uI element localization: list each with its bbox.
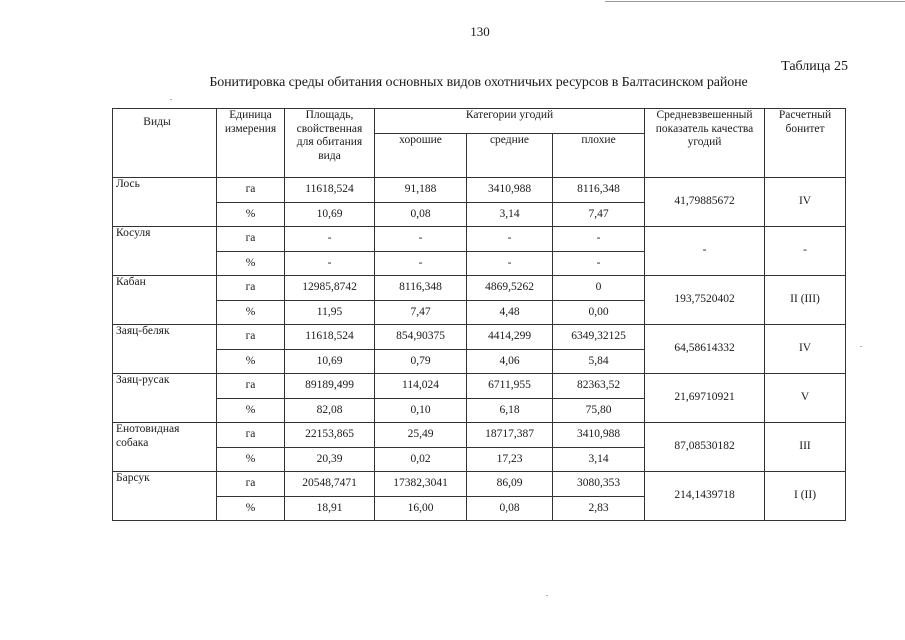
- medium-cell: 3,14: [467, 203, 553, 227]
- area-cell: 82,08: [285, 399, 375, 423]
- header-species: Виды: [113, 109, 217, 178]
- header-area: Площадь, свойственная для обитания вида: [285, 109, 375, 178]
- header-unit: Единица измерения: [217, 109, 285, 178]
- table-body: [113, 178, 846, 521]
- good-cell: 16,00: [375, 497, 467, 521]
- table-row: [113, 374, 846, 399]
- quality-index-cell: 21,69710921: [645, 374, 765, 423]
- scan-speck: [546, 595, 548, 596]
- poor-cell: 3410,988: [553, 423, 645, 448]
- table-row: [113, 423, 846, 448]
- unit-cell: %: [217, 350, 285, 374]
- bonitet-cell: -: [765, 227, 846, 276]
- area-cell: 22153,865: [285, 423, 375, 448]
- good-cell: 0,10: [375, 399, 467, 423]
- header-categories: Категории угодий: [375, 109, 645, 134]
- header-good: хорошие: [375, 134, 467, 178]
- area-cell: 20548,7471: [285, 472, 375, 497]
- bonitet-table: [112, 108, 846, 521]
- table-row: [113, 227, 846, 252]
- table-row: [113, 178, 846, 203]
- unit-cell: %: [217, 448, 285, 472]
- good-cell: -: [375, 252, 467, 276]
- area-cell: 10,69: [285, 350, 375, 374]
- medium-cell: 4,06: [467, 350, 553, 374]
- area-cell: 11618,524: [285, 178, 375, 203]
- good-cell: 854,90375: [375, 325, 467, 350]
- quality-index-cell: 64,58614332: [645, 325, 765, 374]
- bonitet-cell: III: [765, 423, 846, 472]
- quality-index-cell: 87,08530182: [645, 423, 765, 472]
- unit-cell: %: [217, 203, 285, 227]
- quality-index-cell: 193,7520402: [645, 276, 765, 325]
- table-row: [113, 472, 846, 497]
- bonitet-cell: II (III): [765, 276, 846, 325]
- good-cell: 8116,348: [375, 276, 467, 301]
- bonitet-cell: IV: [765, 325, 846, 374]
- poor-cell: 3,14: [553, 448, 645, 472]
- poor-cell: 0,00: [553, 301, 645, 325]
- medium-cell: 4869,5262: [467, 276, 553, 301]
- area-cell: 10,69: [285, 203, 375, 227]
- area-cell: -: [285, 252, 375, 276]
- area-cell: -: [285, 227, 375, 252]
- good-cell: -: [375, 227, 467, 252]
- good-cell: 25,49: [375, 423, 467, 448]
- area-cell: 89189,499: [285, 374, 375, 399]
- unit-cell: га: [217, 472, 285, 497]
- area-cell: 18,91: [285, 497, 375, 521]
- poor-cell: 82363,52: [553, 374, 645, 399]
- medium-cell: 4,48: [467, 301, 553, 325]
- species-name: Заяц-русак: [113, 374, 217, 423]
- medium-cell: 6,18: [467, 399, 553, 423]
- medium-cell: 4414,299: [467, 325, 553, 350]
- poor-cell: -: [553, 252, 645, 276]
- good-cell: 91,188: [375, 178, 467, 203]
- poor-cell: 75,80: [553, 399, 645, 423]
- table-row: [113, 276, 846, 301]
- scan-speck: [860, 346, 862, 347]
- good-cell: 17382,3041: [375, 472, 467, 497]
- quality-index-cell: 214,1439718: [645, 472, 765, 521]
- species-name: Барсук: [113, 472, 217, 521]
- medium-cell: -: [467, 252, 553, 276]
- header-bonitet: Расчетный бонитет: [765, 109, 846, 178]
- medium-cell: -: [467, 227, 553, 252]
- medium-cell: 6711,955: [467, 374, 553, 399]
- unit-cell: га: [217, 227, 285, 252]
- table-header: [113, 109, 846, 178]
- header-medium: средние: [467, 134, 553, 178]
- poor-cell: 7,47: [553, 203, 645, 227]
- medium-cell: 17,23: [467, 448, 553, 472]
- scan-edge-line: [605, 1, 905, 2]
- poor-cell: 6349,32125: [553, 325, 645, 350]
- good-cell: 114,024: [375, 374, 467, 399]
- area-cell: 11618,524: [285, 325, 375, 350]
- area-cell: 11,95: [285, 301, 375, 325]
- poor-cell: 0: [553, 276, 645, 301]
- species-name: Енотовидная собака: [113, 423, 217, 472]
- header-quality: Средневзвешенный показатель качества угодий: [645, 109, 765, 178]
- table-label: Таблица 25: [781, 59, 848, 74]
- poor-cell: 3080,353: [553, 472, 645, 497]
- area-cell: 20,39: [285, 448, 375, 472]
- header-poor: плохие: [553, 134, 645, 178]
- scan-speck: [170, 99, 172, 100]
- unit-cell: %: [217, 301, 285, 325]
- unit-cell: %: [217, 252, 285, 276]
- medium-cell: 86,09: [467, 472, 553, 497]
- species-name: Заяц-беляк: [113, 325, 217, 374]
- medium-cell: 18717,387: [467, 423, 553, 448]
- unit-cell: га: [217, 178, 285, 203]
- good-cell: 0,02: [375, 448, 467, 472]
- table-row: [113, 325, 846, 350]
- page-number: 130: [470, 24, 490, 39]
- table-title: Бонитировка среды обитания основных видов охотничьих ресурсов в Балтасинском районе: [209, 75, 748, 90]
- bonitet-cell: IV: [765, 178, 846, 227]
- unit-cell: га: [217, 423, 285, 448]
- bonitet-cell: V: [765, 374, 846, 423]
- medium-cell: 0,08: [467, 497, 553, 521]
- medium-cell: 3410,988: [467, 178, 553, 203]
- unit-cell: %: [217, 399, 285, 423]
- bonitet-cell: I (II): [765, 472, 846, 521]
- unit-cell: га: [217, 374, 285, 399]
- quality-index-cell: -: [645, 227, 765, 276]
- poor-cell: 8116,348: [553, 178, 645, 203]
- species-name: Косуля: [113, 227, 217, 276]
- unit-cell: га: [217, 276, 285, 301]
- good-cell: 0,79: [375, 350, 467, 374]
- species-name: Кабан: [113, 276, 217, 325]
- quality-index-cell: 41,79885672: [645, 178, 765, 227]
- species-name: Лось: [113, 178, 217, 227]
- good-cell: 0,08: [375, 203, 467, 227]
- good-cell: 7,47: [375, 301, 467, 325]
- unit-cell: га: [217, 325, 285, 350]
- unit-cell: %: [217, 497, 285, 521]
- area-cell: 12985,8742: [285, 276, 375, 301]
- poor-cell: 2,83: [553, 497, 645, 521]
- poor-cell: -: [553, 227, 645, 252]
- poor-cell: 5,84: [553, 350, 645, 374]
